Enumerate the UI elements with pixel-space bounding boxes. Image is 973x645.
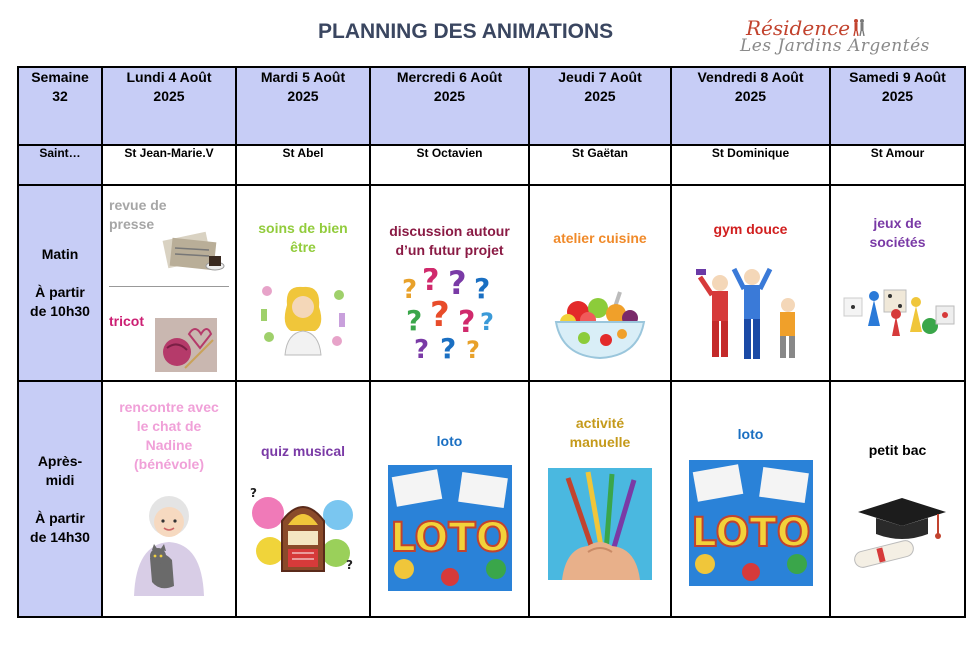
activity-cuisine: atelier cuisine bbox=[553, 230, 647, 246]
loto-icon bbox=[388, 465, 512, 591]
wellness-woman-icon bbox=[255, 275, 351, 361]
saint-cell: St Amour bbox=[830, 145, 965, 185]
day-header: Lundi 4 Août 2025 bbox=[102, 67, 236, 145]
activity-manuelle: activité manuelle bbox=[569, 415, 631, 450]
logo-line1: Résidence bbox=[746, 16, 851, 40]
svg-text:?: ? bbox=[447, 268, 467, 302]
planning-table bbox=[17, 66, 966, 618]
activity-cell bbox=[671, 185, 830, 381]
loto-image-label: LOTO bbox=[690, 510, 811, 556]
loto-image-label: LOTO bbox=[389, 515, 510, 561]
svg-text:?: ? bbox=[346, 558, 353, 572]
afternoon-label: Après- midi À partir de 14h30 bbox=[18, 381, 102, 617]
walking-couple-icon bbox=[852, 18, 866, 36]
activity-discussion: discussion autour d’un futur projet bbox=[389, 223, 510, 258]
residence-logo bbox=[740, 16, 940, 60]
paint-brushes-icon bbox=[548, 468, 652, 580]
seniors-gym-icon bbox=[696, 259, 806, 363]
newspaper-coffee-icon bbox=[161, 226, 227, 278]
saint-cell: St Abel bbox=[236, 145, 370, 185]
grandma-cat-icon bbox=[124, 488, 214, 598]
activity-cell bbox=[370, 381, 529, 617]
day-header: Mercredi 6 Août 2025 bbox=[370, 67, 529, 145]
morning-row bbox=[18, 185, 965, 381]
activity-gym: gym douce bbox=[713, 221, 788, 237]
activity-tricot: tricot bbox=[109, 313, 144, 329]
day-header: Samedi 9 Août 2025 bbox=[830, 67, 965, 145]
activity-loto: loto bbox=[436, 433, 463, 449]
svg-text:?: ? bbox=[413, 335, 429, 360]
svg-text:?: ? bbox=[473, 272, 490, 305]
day-header: Mardi 5 Août 2025 bbox=[236, 67, 370, 145]
svg-text:?: ? bbox=[421, 268, 439, 298]
fruit-bowl-icon bbox=[550, 272, 650, 362]
svg-text:?: ? bbox=[439, 332, 456, 360]
board-game-pieces-icon bbox=[840, 276, 956, 340]
activity-cell bbox=[236, 381, 370, 617]
knitting-yarn-icon bbox=[155, 318, 217, 372]
day-header: Jeudi 7 Août 2025 bbox=[529, 67, 671, 145]
activity-cell bbox=[236, 185, 370, 381]
activity-loto: loto bbox=[737, 426, 764, 442]
saint-cell: St Gaëtan bbox=[529, 145, 671, 185]
activity-cell bbox=[529, 381, 671, 617]
activity-cell bbox=[370, 185, 529, 381]
loto-icon bbox=[689, 460, 813, 586]
activity-cell bbox=[102, 381, 236, 617]
graduation-cap-icon bbox=[848, 494, 948, 568]
afternoon-row bbox=[18, 381, 965, 617]
activity-revue-presse: revue de presse bbox=[109, 197, 167, 232]
jukebox-icon bbox=[248, 485, 358, 573]
question-marks-icon bbox=[400, 268, 500, 360]
activity-soins: soins de bien être bbox=[258, 220, 348, 255]
header-row bbox=[18, 67, 965, 145]
saints-label: Saint… bbox=[18, 145, 102, 185]
activity-cell bbox=[830, 185, 965, 381]
saint-cell: St Octavien bbox=[370, 145, 529, 185]
morning-label: Matin À partir de 10h30 bbox=[18, 185, 102, 381]
week-cell: Semaine 32 bbox=[18, 67, 102, 145]
logo-line2: Les Jardins Argentés bbox=[740, 36, 930, 56]
page-title: PLANNING DES ANIMATIONS bbox=[318, 20, 614, 43]
saint-cell: St Jean-Marie.V bbox=[102, 145, 236, 185]
activity-jeux: jeux de sociétés bbox=[869, 215, 926, 250]
activity-rencontre: rencontre avec le chat de Nadine (bénévole) bbox=[119, 399, 219, 472]
activity-petit-bac: petit bac bbox=[868, 442, 927, 458]
svg-text:?: ? bbox=[405, 304, 422, 337]
activity-quiz: quiz musical bbox=[260, 443, 346, 459]
activity-cell bbox=[830, 381, 965, 617]
saint-cell: St Dominique bbox=[671, 145, 830, 185]
activity-cell bbox=[529, 185, 671, 381]
svg-text:?: ? bbox=[250, 486, 257, 500]
activity-cell bbox=[671, 381, 830, 617]
day-header: Vendredi 8 Août 2025 bbox=[671, 67, 830, 145]
svg-text:?: ? bbox=[457, 305, 475, 340]
activity-cell bbox=[102, 185, 236, 381]
svg-text:?: ? bbox=[465, 336, 480, 360]
saints-row bbox=[18, 145, 965, 185]
svg-text:?: ? bbox=[479, 308, 494, 336]
svg-text:?: ? bbox=[429, 295, 450, 335]
svg-text:?: ? bbox=[401, 275, 417, 305]
